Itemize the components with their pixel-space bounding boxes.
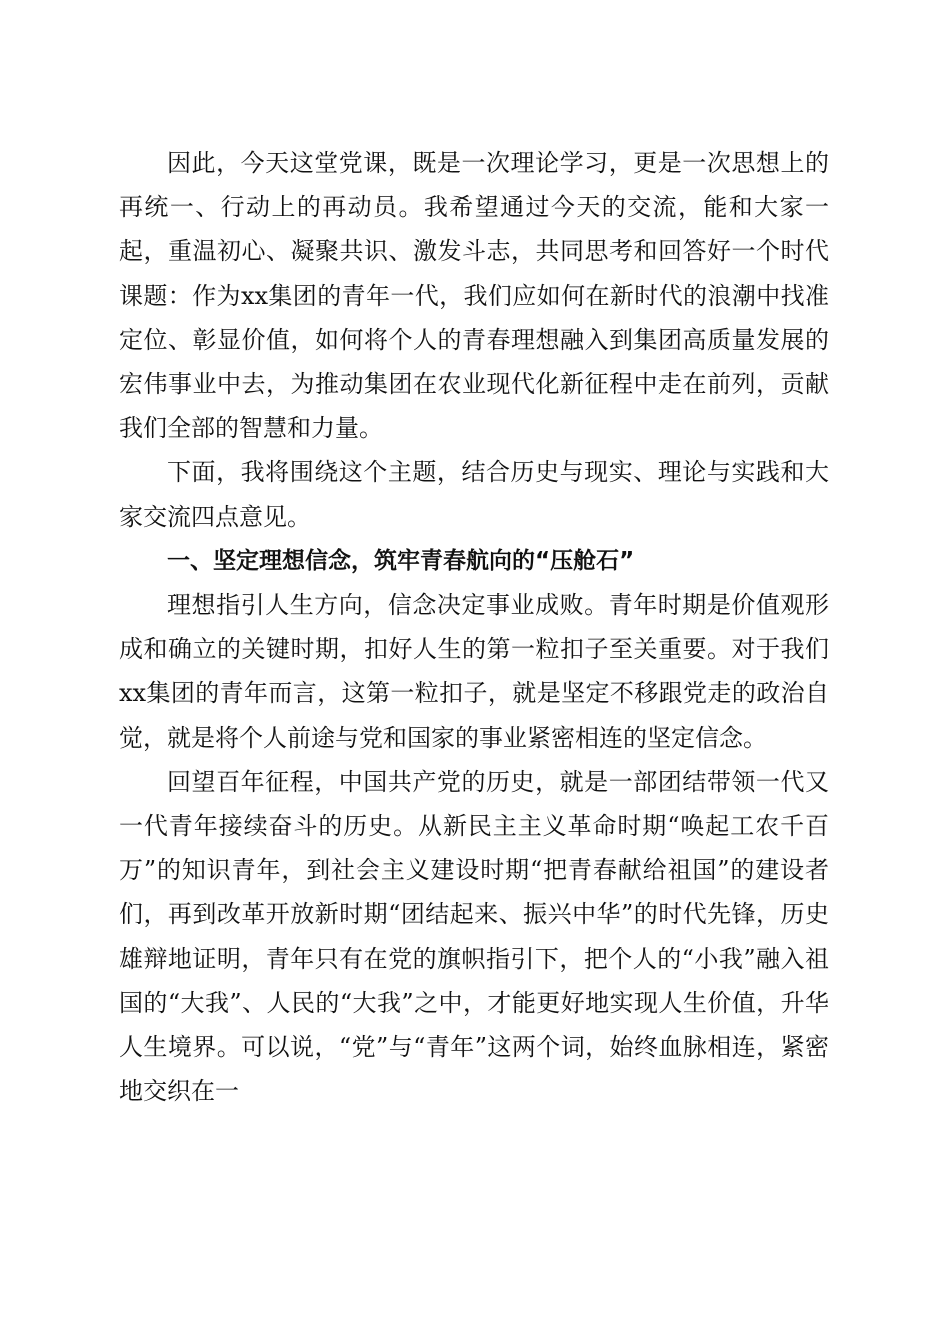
paragraph-history: 回望百年征程，中国共产党的历史，就是一部团结带领一代又一代青年接续奋斗的历史。从新民主主义革命时期“唤起工农千百万”的知识青年，到社会主义建设时期“把青春献给祖国”的建设者们，再到改革开放新时期“团结起来、振兴中华”的时代先锋，历史雄辩地证明，青年只有在党的旗帜指引下，把个人的“小我”融入祖国的“大我”、人民的“大我”之中，才能更好地实现人生价值，升华人生境界。可以说，“党”与“青年”这两个词，始终血脉相连，紧密地交织在一 — [119, 767, 829, 1106]
paragraph-outline: 下面，我将围绕这个主题，结合历史与现实、理论与实践和大家交流四点意见。 — [119, 458, 829, 531]
paragraph-intro: 因此，今天这堂党课，既是一次理论学习，更是一次思想上的再统一、行动上的再动员。我希望通过今天的交流，能和大家一起，重温初心、凝聚共识、激发斗志，共同思考和回答好一个时代课题：作为xx集团的青年一代，我们应如何在新时代的浪潮中找准定位、彰显价值，如何将个人的青春理想融入到集团高质量发展的宏伟事业中去，为推动集团在农业现代化新征程中走在前列，贡献我们全部的智慧和力量。 — [119, 149, 829, 443]
document-body — [119, 141, 829, 1113]
paragraph-ideals: 理想指引人生方向，信念决定事业成败。青年时期是价值观形成和确立的关键时期，扣好人生的第一粒扣子至关重要。对于我们xx集团的青年而言，这第一粒扣子，就是坚定不移跟党走的政治自觉，就是将个人前途与党和国家的事业紧密相连的坚定信念。 — [119, 591, 829, 752]
section-heading: 一、坚定理想信念，筑牢青春航向的“压舱石” — [167, 547, 635, 574]
